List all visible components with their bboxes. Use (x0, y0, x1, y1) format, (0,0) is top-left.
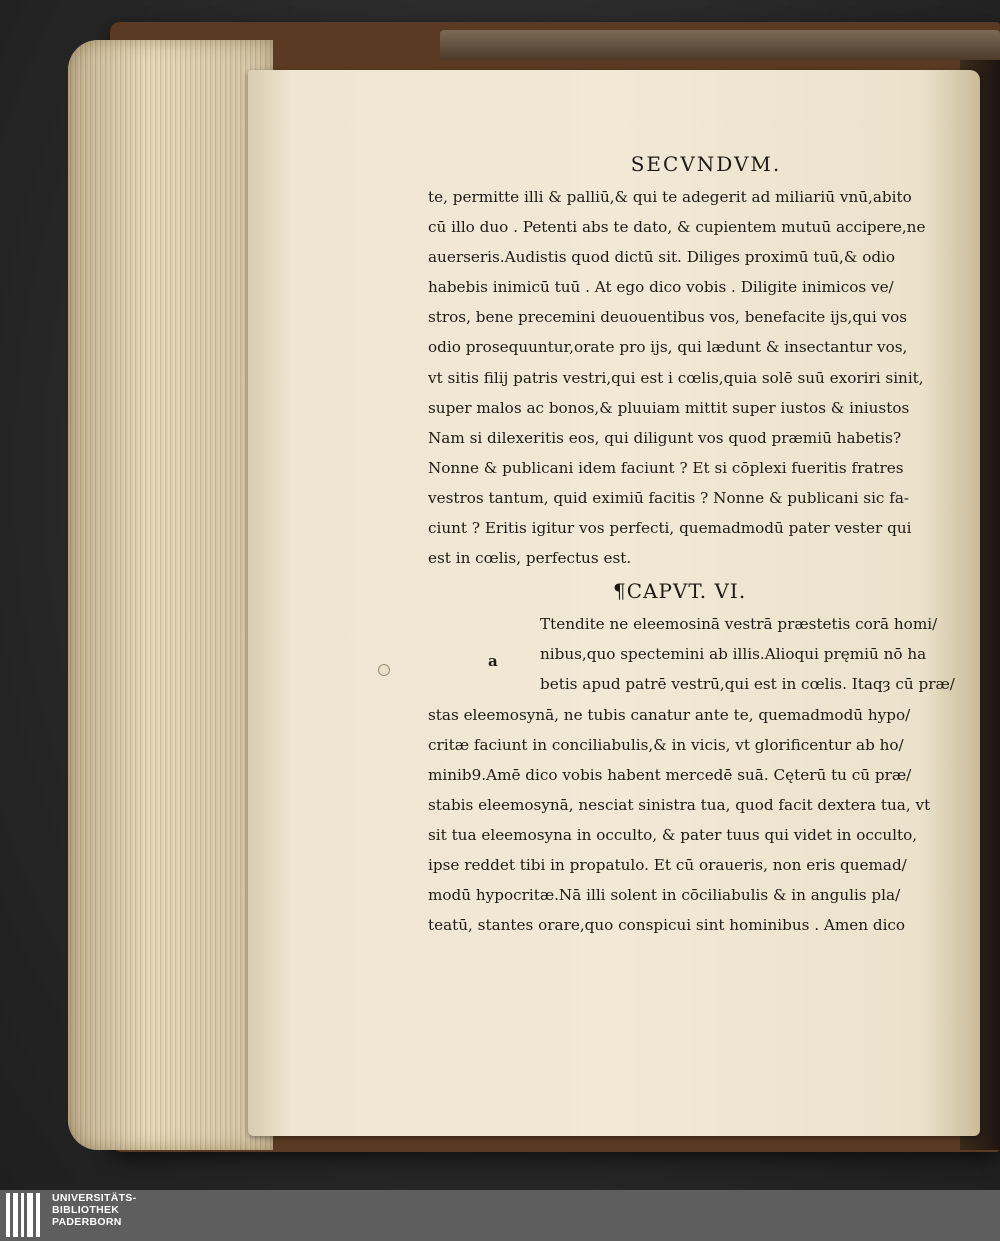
text-line: stros, bene precemini deuouentibus vos, benefacite ijs,qui vos (428, 308, 908, 327)
text-line: cū illo duo . Petenti abs te dato, & cupientem mutuū accipere,ne (428, 218, 926, 237)
text-line: est in cœlis, perfectus est. (428, 549, 632, 568)
text-line: nibus,quo spectemini ab illis.Alioqui pręmiū nō ha (540, 645, 927, 664)
text-line: vestros tantum, quid eximiū facitis ? Nonne & publicani sic fa- (428, 488, 910, 507)
text-line: betis apud patrē vestrū,qui est in cœlis. Itaqȝ cū præ/ (540, 675, 955, 694)
text-line: stas eleemosynā, ne tubis canatur ante te, quemadmodū hypo/ (428, 705, 911, 724)
text-line: stabis eleemosynā, nesciat sinistra tua, quod facit dextera tua, vt (428, 795, 931, 814)
text-line: teatū, stantes orare,quo conspicui sint hominibus . Amen dico (428, 916, 906, 935)
text-line: Nam si dilexeritis eos, qui diligunt vos quod præmiū habetis? (428, 428, 902, 447)
page-hole (378, 664, 390, 676)
text-line: te, permitte illi & palliū,& qui te adegerit ad miliariū vnū,abito (428, 188, 912, 206)
running-head: SECVNDVM. (630, 152, 782, 176)
logo-line: BIBLIOTHEK (52, 1204, 120, 1216)
library-logo-icon (6, 1193, 46, 1237)
text-line: Ttendite ne eleemosinā vestrā præstetis corā homi/ (540, 615, 938, 634)
page-text (428, 152, 964, 940)
text-line: ipse reddet tibi in propatulo. Et cū oraueris, non eris quemad/ (428, 855, 907, 874)
book-spine-top (440, 30, 1000, 60)
text-line: modū hypocritæ.Nā illi solent in cōciliabulis & in angulis pla/ (428, 886, 901, 905)
margin-letter: a (488, 652, 498, 670)
text-line: habebis inimicū tuū . At ego dico vobis . Diligite inimicos ve/ (428, 278, 894, 297)
text-line: critæ faciunt in conciliabulis,& in vicis, vt glorificentur ab ho/ (428, 735, 904, 754)
text-line: super malos ac bonos,& pluuiam mittit super iustos & iniustos (428, 398, 910, 417)
text-line: Nonne & publicani idem faciunt ? Et si cōplexi fueritis fratres (428, 458, 904, 477)
text-line: ciunt ? Eritis igitur vos perfecti, quemadmodū pater vester qui (428, 519, 912, 538)
logo-line: PADERBORN (52, 1216, 122, 1228)
library-logo-text (52, 1192, 136, 1228)
text-line: odio prosequuntur,orate pro ijs, qui lædunt & insectantur vos, (428, 338, 908, 357)
page-edges (68, 40, 273, 1150)
text-line: minib9.Amē dico vobis habent mercedē suā. Cęterū tu cū præ/ (428, 765, 912, 784)
text-line: auerseris.Audistis quod dictū sit. Diliges proximū tuū,& odio (428, 248, 896, 267)
footer-bar (0, 1190, 1000, 1241)
chapter-heading: ¶CAPVT. VI. (613, 579, 747, 604)
text-line: vt sitis filij patris vestri,qui est i cœlis,quia solē suū exoriri sinit, (428, 368, 924, 387)
text-line: sit tua eleemosyna in occulto, & pater tuus qui videt in occulto, (428, 825, 918, 844)
logo-line: UNIVERSITÄTS- (52, 1192, 137, 1204)
